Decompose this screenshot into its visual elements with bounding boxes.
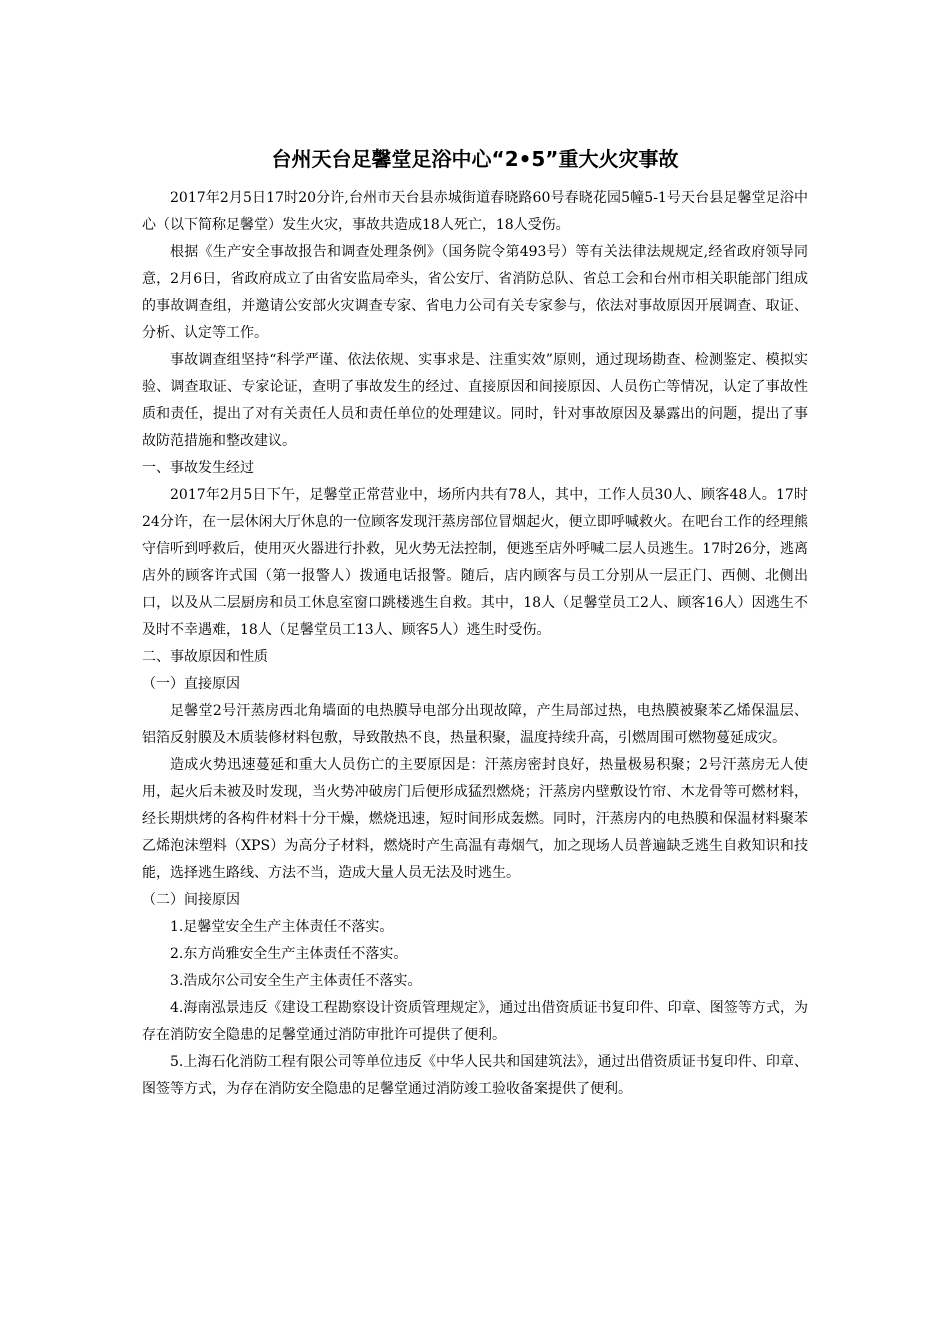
- intro-paragraph-3: 事故调查组坚持“科学严谨、依法依规、实事求是、注重实效”原则，通过现场勘查、检测鉴定、模拟实验、调查取证、专家论证，查明了事故发生的经过、直接原因和间接原因、人员伤亡等情况，认定了事故性质和责任，提出了对有关责任人员和责任单位的处理建议。同时，针对事故原因及暴露出的问题，提出了事故防范措施和整改建议。: [142, 352, 808, 449]
- indirect-cause-item-2: 2.东方尚雅安全生产主体责任不落实。: [170, 946, 408, 962]
- intro-paragraph-2: 根据《生产安全事故报告和调查处理条例》（国务院令第493号）等有关法律法规规定,经省政府领导同意，2月6日，省政府成立了由省安监局牵头，省公安厅、省消防总队、省总工会和台州市相关职能部门组成的事故调查组，并邀请公安部火灾调查专家、省电力公司有关专家参与，依法对事故原因开展调查、取证、分析、认定等工作。: [142, 244, 808, 341]
- indirect-cause-item-3: 3.浩成尔公司安全生产主体责任不落实。: [170, 973, 422, 989]
- section-heading-accident-process: 一、事故发生经过: [142, 460, 254, 476]
- direct-cause-paragraph-2: 造成火势迅速蔓延和重大人员伤亡的主要原因是：汗蒸房密封良好，热量极易积聚；2号汗蒸房无人使用，起火后未被及时发现，当火势冲破房门后便形成猛烈燃烧；汗蒸房内壁敷设竹帘、木龙骨等可燃材料，经长期烘烤的各构件材料十分干燥，燃烧迅速，短时间形成轰燃。同时，汗蒸房内的电热膜和保温材料聚苯乙烯泡沫塑料（XPS）为高分子材料，燃烧时产生高温有毒烟气，加之现场人员普遍缺乏逃生自救知识和技能，选择逃生路线、方法不当，造成大量人员无法及时逃生。: [142, 757, 808, 881]
- section-heading-cause-nature: 二、事故原因和性质: [142, 649, 268, 665]
- subheading-direct-cause: （一）直接原因: [142, 676, 240, 692]
- subheading-indirect-cause: （二）间接原因: [142, 892, 240, 908]
- document-title: 台州天台足馨堂足浴中心“2•5”重大火灾事故: [271, 147, 679, 171]
- indirect-cause-item-5: 5.上海石化消防工程有限公司等单位违反《中华人民共和国建筑法》，通过出借资质证书复印件、印章、图签等方式，为存在消防安全隐患的足馨堂通过消防竣工验收备案提供了便利。: [142, 1054, 808, 1097]
- indirect-cause-item-1: 1.足馨堂安全生产主体责任不落实。: [170, 919, 394, 935]
- accident-process-paragraph: 2017年2月5日下午，足馨堂正常营业中，场所内共有78人，其中，工作人员30人、顾客48人。17时24分许，在一层休闲大厅休息的一位顾客发现汗蒸房部位冒烟起火，便立即呼喊救火。在吧台工作的经理熊守信听到呼救后，使用灭火器进行扑救，见火势无法控制，便逃至店外呼喊二层人员逃生。17时26分，逃离店外的顾客许式国（第一报警人）拨通电话报警。随后，店内顾客与员工分别从一层正门、西侧、北侧出口，以及从二层厨房和员工休息室窗口跳楼逃生自救。其中，18人（足馨堂员工2人、顾客16人）因逃生不及时不幸遇难，18人（足馨堂员工13人、顾客5人）逃生时受伤。: [142, 487, 808, 638]
- intro-paragraph-1: 2017年2月5日17时20分许,台州市天台县赤城街道春晓路60号春晓花园5幢5-1号天台县足馨堂足浴中心（以下简称足馨堂）发生火灾，事故共造成18人死亡，18人受伤。: [142, 190, 808, 233]
- indirect-cause-item-4: 4.海南泓景违反《建设工程勘察设计资质管理规定》，通过出借资质证书复印件、印章、图签等方式，为存在消防安全隐患的足馨堂通过消防审批许可提供了便利。: [142, 1000, 808, 1043]
- document-page: [142, 143, 808, 1103]
- direct-cause-paragraph-1: 足馨堂2号汗蒸房西北角墙面的电热膜导电部分出现故障，产生局部过热，电热膜被聚苯乙烯保温层、铝箔反射膜及木质装修材料包敷，导致散热不良，热量积聚，温度持续升高，引燃周围可燃物蔓延成灾。: [142, 703, 808, 746]
